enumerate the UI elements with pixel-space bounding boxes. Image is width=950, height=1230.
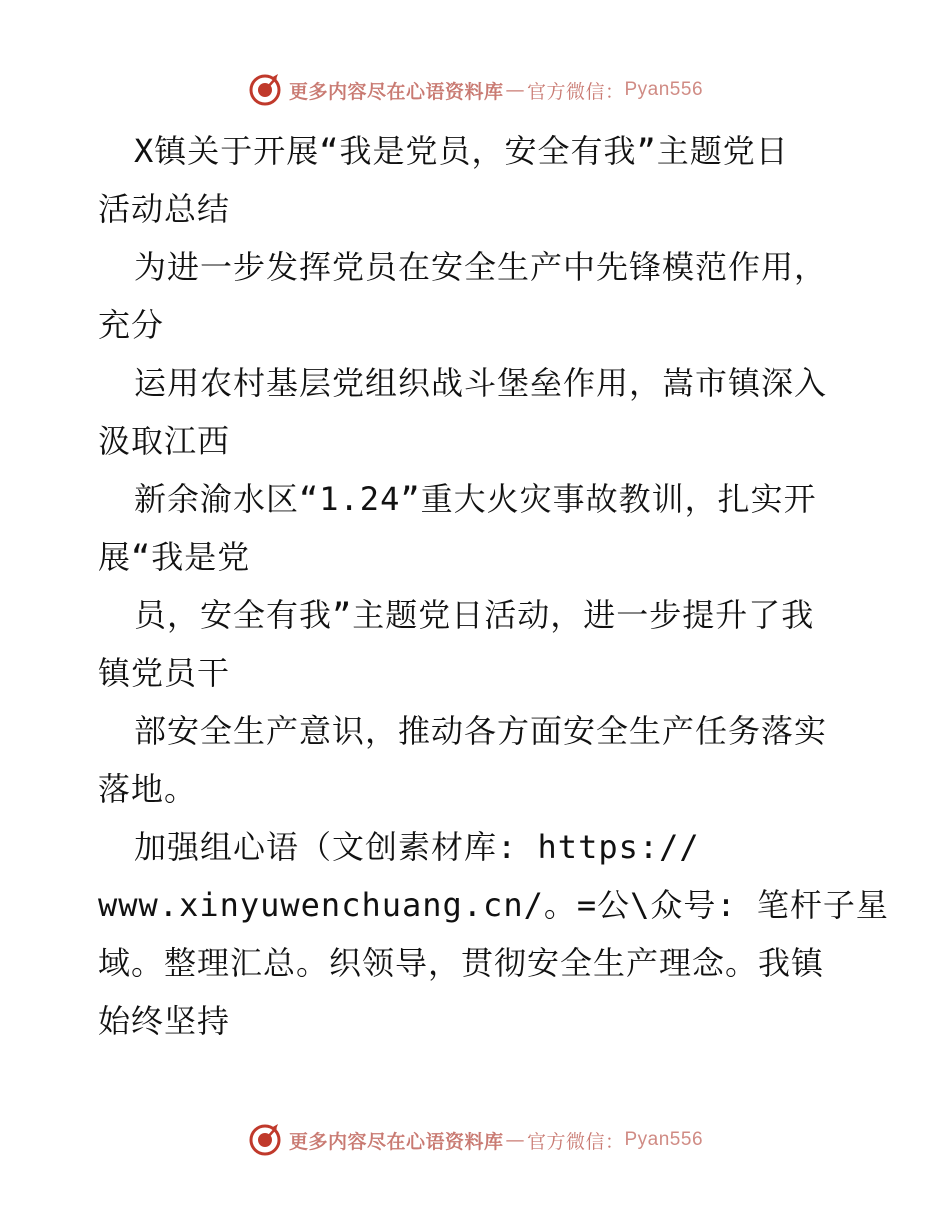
doc-title-line: 活动总结	[98, 190, 231, 228]
pen-circle-logo-icon	[247, 72, 283, 108]
doc-text-line: 始终坚持	[98, 1002, 231, 1040]
doc-text-line: 运用农村基层党组织战斗堡垒作用，嵩市镇深入	[134, 364, 828, 402]
doc-text-line: 充分	[98, 306, 165, 344]
doc-text-line: 加强组心语（文创素材库: https://	[134, 828, 700, 866]
doc-text-line: 员，安全有我”主题党日活动，进一步提升了我	[134, 596, 815, 634]
document-body	[98, 122, 889, 1050]
banner-dash: —	[505, 1129, 525, 1151]
footer-banner	[0, 1120, 950, 1160]
doc-text-line: 落地。	[98, 770, 198, 808]
banner-wechat-id: Pyan556	[624, 1129, 704, 1150]
doc-text-line: 域。整理汇总。织领导，贯彻安全生产理念。我镇	[98, 944, 825, 982]
doc-text-line: 镇党员干	[98, 654, 231, 692]
banner-text: 更多内容尽在心语资料库	[288, 1130, 504, 1153]
header-banner	[0, 70, 950, 110]
doc-text-line: www.xinyuwenchuang.cn/。=公\众号: 笔杆子星	[98, 886, 889, 924]
banner-wechat-label: 官方微信：	[526, 1130, 625, 1153]
pen-circle-logo-icon	[247, 1122, 283, 1158]
doc-title-line: X镇关于开展“我是党员，安全有我”主题党日	[134, 132, 789, 170]
doc-text-line: 新余渝水区“1.24”重大火灾事故教训，扎实开	[134, 480, 817, 518]
banner-wechat-label: 官方微信：	[526, 80, 625, 103]
doc-text-line: 展“我是党	[98, 538, 251, 576]
banner-wechat-id: Pyan556	[624, 79, 704, 100]
doc-text-line: 部安全生产意识，推动各方面安全生产任务落实	[134, 712, 828, 750]
doc-text-line: 为进一步发挥党员在安全生产中先锋模范作用，	[134, 248, 828, 286]
doc-text-line: 汲取江西	[98, 422, 231, 460]
banner-dash: —	[505, 79, 525, 101]
banner-text: 更多内容尽在心语资料库	[288, 80, 504, 103]
